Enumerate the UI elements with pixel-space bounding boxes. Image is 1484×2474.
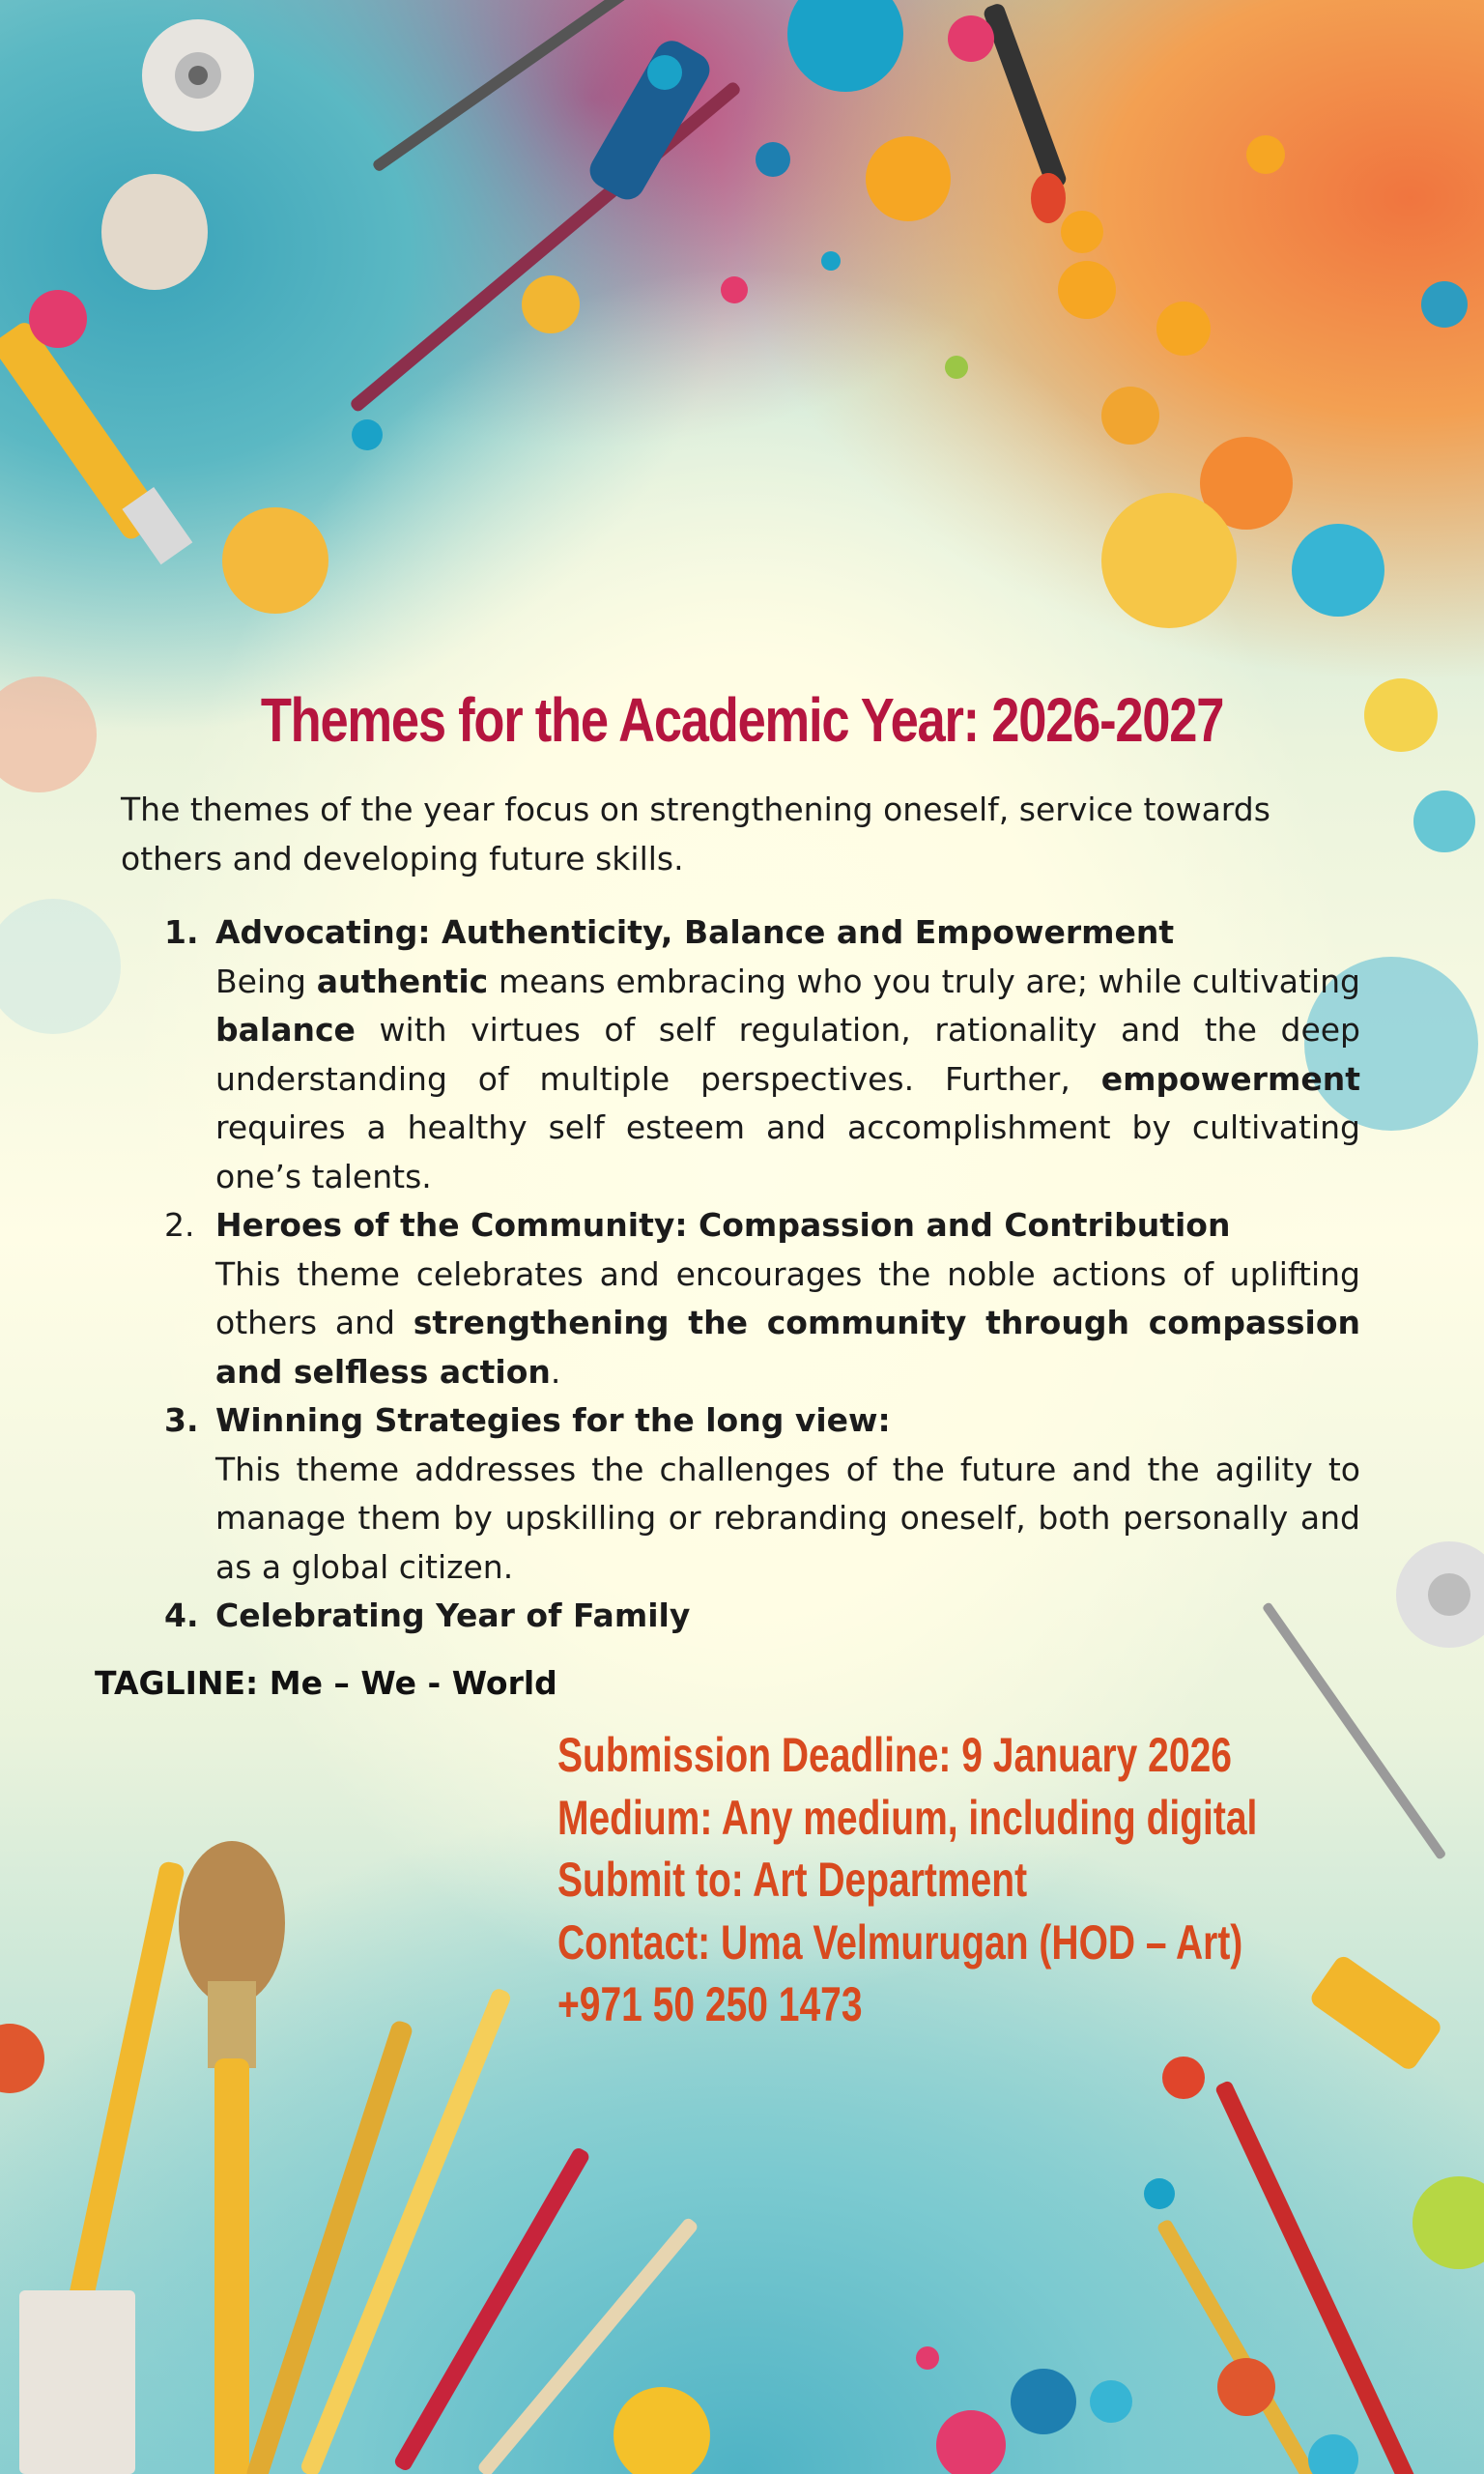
submission-deadline: Submission Deadline: 9 January 2026 (557, 1728, 1232, 1782)
submit-to: Submit to: Art Department (557, 1853, 1028, 1907)
desc-text: requires a healthy self esteem and accomplishment by cultivating one’s talents. (215, 1108, 1360, 1195)
theme-heading: Advocating: Authenticity, Balance and Empowerment (215, 913, 1175, 951)
theme-item-2 (164, 1201, 1360, 1396)
theme-heading: Heroes of the Community: Compassion and Contribution (215, 1206, 1231, 1244)
theme-heading: Winning Strategies for the long view: (215, 1401, 891, 1439)
desc-emphasis: balance (215, 1011, 356, 1049)
theme-number: 1. (164, 913, 199, 951)
tagline: TAGLINE: Me – We - World (95, 1664, 557, 1702)
desc-text: This theme celebrates and encourages the noble actions of uplifting others and (215, 1254, 1360, 1341)
desc-text: means embracing who you truly are; while cultivating (488, 962, 1360, 1000)
desc-text: . (550, 1352, 561, 1391)
submission-info (557, 1724, 1257, 2036)
submission-medium: Medium: Any medium, including digital (557, 1790, 1258, 1845)
theme-description (215, 958, 1360, 1202)
theme-item-4 (164, 1592, 1360, 1641)
desc-text: with virtues of self regulation, rationality and the deep understanding of multiple perspectives. Further, (215, 1011, 1360, 1098)
contact-phone: +971 50 250 1473 (557, 1977, 863, 2031)
theme-description: This theme addresses the challenges of the future and the agility to manage them by upskilling or rebranding oneself, both personally and as a global citizen. (215, 1450, 1360, 1586)
theme-number: 2. (164, 1206, 195, 1244)
desc-text: Being (215, 962, 317, 1000)
theme-heading: Celebrating Year of Family (215, 1597, 691, 1634)
theme-number: 4. (164, 1597, 199, 1634)
desc-emphasis: authentic (316, 962, 489, 1000)
themes-list (164, 908, 1360, 1641)
intro-paragraph: The themes of the year focus on strengthening oneself, service towards others and developing future skills. (121, 791, 1270, 877)
contact-person: Contact: Uma Velmurugan (HOD – Art) (557, 1914, 1243, 1970)
theme-item-3 (164, 1396, 1360, 1592)
page-title: Themes for the Academic Year: 2026-2027 (260, 685, 1224, 755)
theme-item-1 (164, 908, 1360, 1201)
theme-description (215, 1251, 1360, 1397)
desc-emphasis: strengthening the community through compassion and selfless action (215, 1304, 1360, 1391)
desc-emphasis: empowerment (1100, 1059, 1360, 1098)
theme-number: 3. (164, 1401, 199, 1439)
